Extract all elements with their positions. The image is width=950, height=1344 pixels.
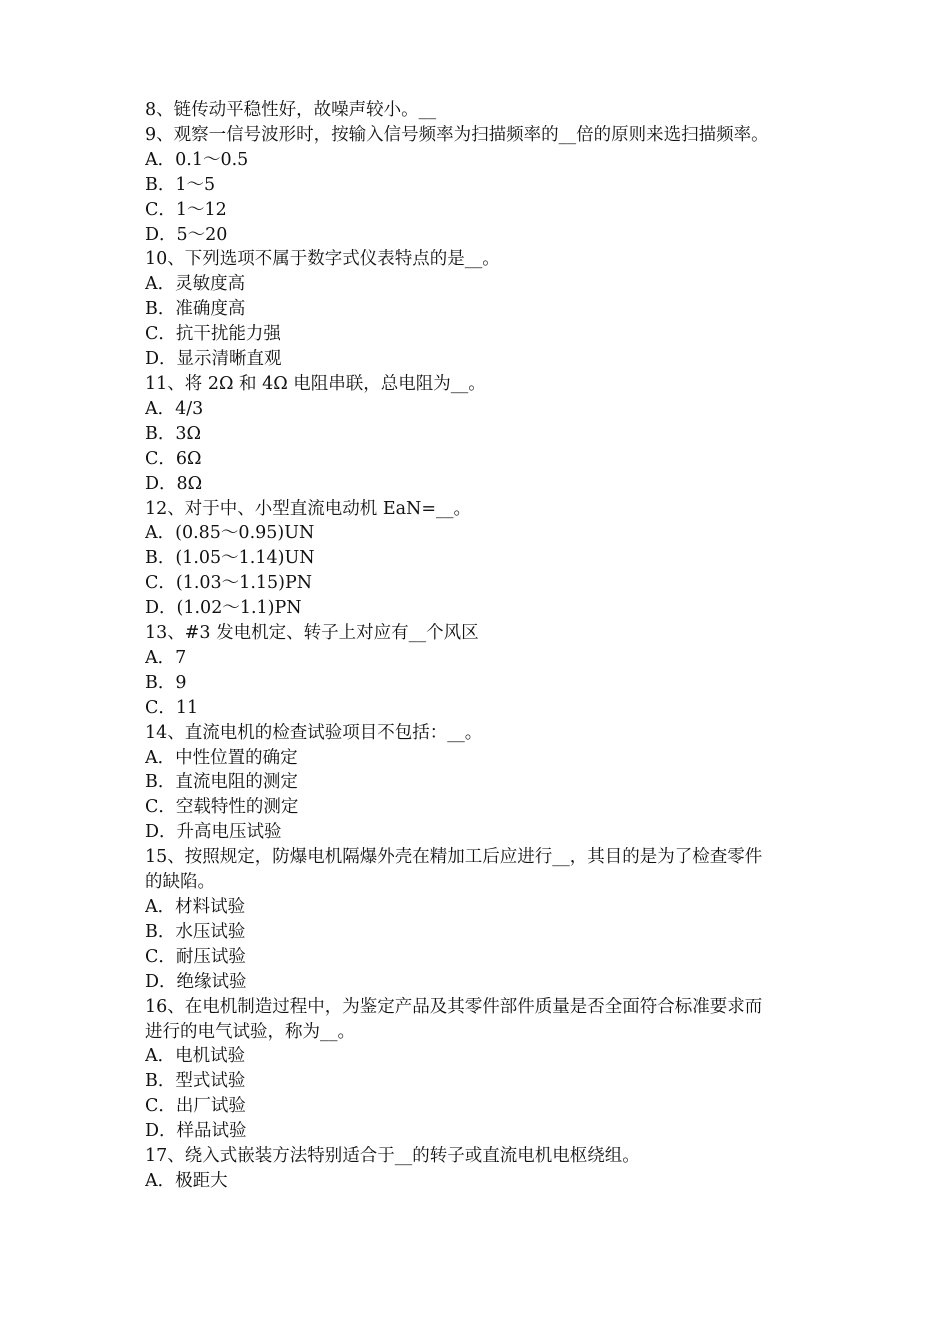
option-line: A．中性位置的确定	[145, 747, 298, 768]
option-line: A．4/3	[145, 398, 204, 419]
question-line: 10、下列选项不属于数字式仪表特点的是__。	[145, 249, 500, 270]
option-line: B．(1.05～1.14)UN	[145, 548, 315, 569]
option-line: D．显示清晰直观	[145, 349, 282, 370]
option-line: C．(1.03～1.15)PN	[145, 573, 313, 594]
question-line: 13、#3 发电机定、转子上对应有__个风区	[145, 623, 479, 644]
question-line: 9、观察一信号波形时，按输入信号频率为扫描频率的__倍的原则来选扫描频率。	[145, 124, 769, 145]
option-line: C．耐压试验	[145, 946, 246, 967]
option-line: A．极距大	[145, 1170, 228, 1191]
option-line: C．11	[145, 697, 199, 718]
option-line: D．(1.02～1.1)PN	[145, 598, 302, 619]
option-line: C．空载特性的测定	[145, 797, 299, 818]
option-line: D．样品试验	[145, 1121, 247, 1142]
option-line: C．抗干扰能力强	[145, 324, 281, 345]
option-line: B．型式试验	[145, 1071, 246, 1092]
text-line: 的缺陷。	[145, 872, 215, 893]
question-line: 11、将 2Ω 和 4Ω 电阻串联，总电阻为__。	[145, 373, 486, 394]
option-line: B．直流电阻的测定	[145, 772, 298, 793]
option-line: C．6Ω	[145, 448, 202, 469]
question-line: 8、链传动平稳性好，故噪声较小。__	[145, 100, 437, 120]
option-line: B．准确度高	[145, 299, 246, 320]
option-line: D．5～20	[145, 224, 228, 245]
option-line: B．水压试验	[145, 921, 246, 942]
option-line: B．1～5	[145, 174, 216, 195]
question-line: 17、绕入式嵌装方法特别适合于__的转子或直流电机电枢绕组。	[145, 1146, 640, 1167]
option-line: A．(0.85～0.95)UN	[145, 523, 315, 544]
question-line: 15、按照规定，防爆电机隔爆外壳在精加工后应进行__，其目的是为了检查零件	[145, 847, 763, 868]
option-line: B．3Ω	[145, 423, 202, 444]
question-line: 14、直流电机的检查试验项目不包括：__。	[145, 722, 483, 743]
option-line: B．9	[145, 672, 187, 693]
question-line: 12、对于中、小型直流电动机 EaN=__。	[145, 498, 472, 519]
option-line: A．电机试验	[145, 1046, 246, 1067]
option-line: D．8Ω	[145, 473, 203, 494]
option-line: C．出厂试验	[145, 1096, 246, 1117]
question-text-body	[145, 98, 810, 1194]
question-line: 16、在电机制造过程中，为鉴定产品及其零件部件质量是否全面符合标准要求而	[145, 996, 763, 1017]
option-line: A．材料试验	[145, 897, 246, 917]
option-line: D．绝缘试验	[145, 971, 247, 992]
option-line: A．灵敏度高	[145, 274, 246, 295]
option-line: A．7	[145, 647, 187, 668]
text-line: 进行的电气试验，称为__。	[145, 1021, 355, 1042]
option-line: D．升高电压试验	[145, 822, 282, 843]
option-line: A．0.1～0.5	[145, 149, 249, 170]
option-line: C．1～12	[145, 199, 227, 220]
